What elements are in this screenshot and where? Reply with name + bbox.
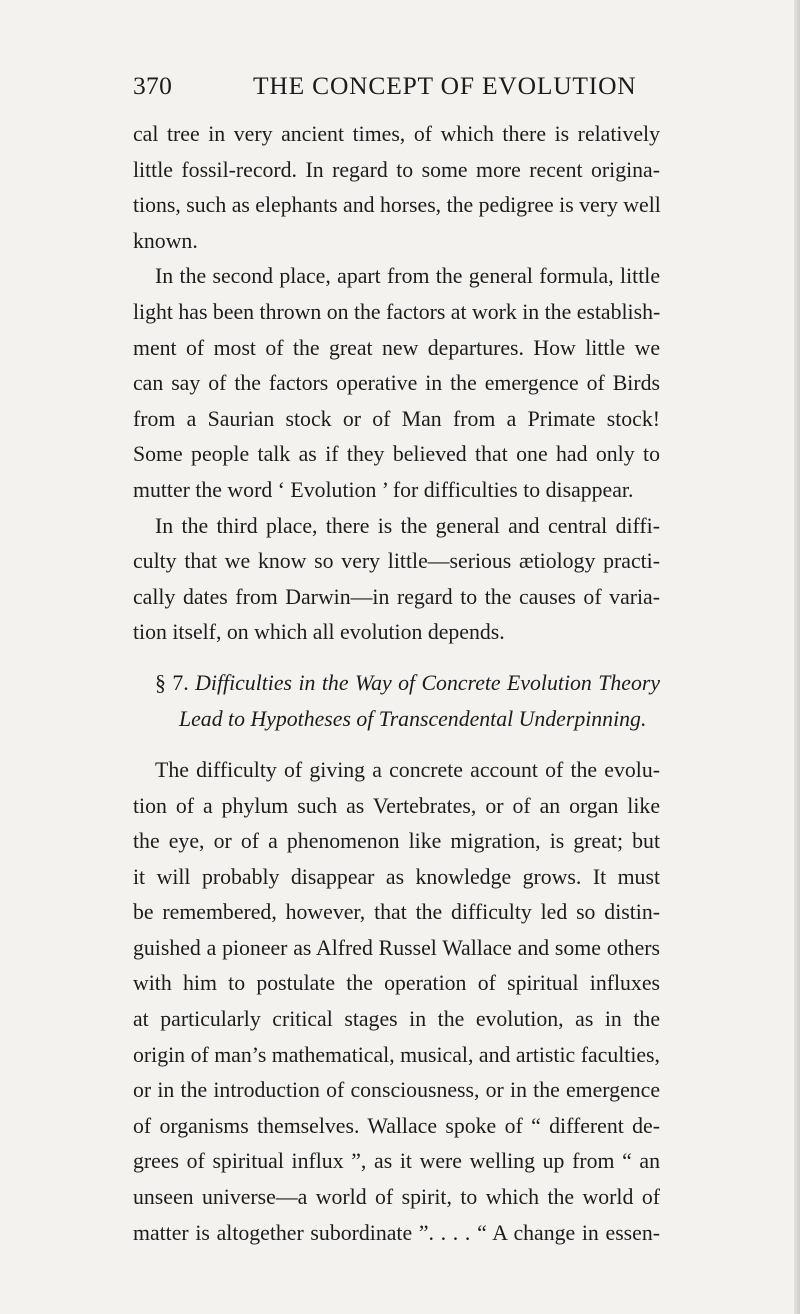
page-header: [133, 66, 673, 106]
text-line: Some people talk as if they believed that one had only to: [133, 442, 660, 467]
section-heading: [133, 665, 660, 737]
text-line: light has been thrown on the factors at work in the establish-: [133, 299, 661, 324]
text-line: The difficulty of giving a concrete account of the evolu-: [155, 757, 660, 782]
text-line: In the third place, there is the general and central diffi-: [155, 513, 660, 538]
text-line: or in the introduction of consciousness, or in the emergence: [133, 1078, 660, 1103]
text-line: guished a pioneer as Alfred Russel Wallace and some others: [133, 935, 660, 960]
text-line: In the second place, apart from the general formula, little: [155, 264, 660, 289]
page-edge: [794, 0, 800, 1314]
section-title-part: Difficulties in the Way of Concrete Evolution Theory: [195, 670, 660, 695]
text-line: of organisms themselves. Wallace spoke of “ different de-: [133, 1113, 660, 1138]
text-line: from a Saurian stock or of Man from a Primate stock!: [133, 406, 660, 431]
text-line: grees of spiritual influx ”, as it were welling up from “ an: [133, 1149, 660, 1174]
text-line: tions, such as elephants and horses, the pedigree is very well: [133, 193, 661, 218]
page-number: 370: [133, 71, 173, 100]
paragraph-third-place: [133, 509, 660, 651]
text-line: matter is altogether subordinate ”. . . . “ A change in essen-: [133, 1220, 660, 1245]
text-line: tion itself, on which all evolution depends.: [133, 620, 505, 645]
body-text: [133, 117, 660, 1251]
section-number: § 7.: [155, 670, 189, 695]
paragraph-continuation: [133, 117, 660, 259]
text-line: can say of the factors operative in the emergence of Birds: [133, 371, 660, 396]
text-line: at particularly critical stages in the evolution, as in the: [133, 1007, 660, 1032]
text-line: tion of a phylum such as Vertebrates, or of an organ like: [133, 793, 660, 818]
paragraph-second-place: [133, 259, 660, 508]
paragraph-difficulty: [133, 753, 660, 1251]
text-line: culty that we know so very little—serious ætiology practi-: [133, 549, 660, 574]
text-line: known.: [133, 228, 198, 253]
text-line: the eye, or of a phenomenon like migration, is great; but: [133, 829, 660, 854]
text-line: with him to postulate the operation of spiritual influxes: [133, 971, 660, 996]
section-heading-line: [133, 665, 660, 701]
text-line: mutter the word ‘ Evolution ’ for difficulties to disappear.: [133, 477, 634, 502]
text-line: little fossil-record. In regard to some more recent origina-: [133, 157, 660, 182]
text-line: origin of man’s mathematical, musical, and artistic faculties,: [133, 1042, 660, 1067]
section-heading-line: Lead to Hypotheses of Transcendental Underpinning.: [179, 706, 647, 731]
text-line: ment of most of the great new departures. How little we: [133, 335, 660, 360]
text-line: be remembered, however, that the difficulty led so distin-: [133, 900, 660, 925]
text-line: cal tree in very ancient times, of which there is relatively: [133, 122, 660, 146]
text-line: it will probably disappear as knowledge grows. It must: [133, 864, 660, 889]
running-title: THE CONCEPT OF EVOLUTION: [253, 71, 637, 100]
text-line: unseen universe—a world of spirit, to which the world of: [133, 1185, 660, 1210]
text-line: cally dates from Darwin—in regard to the causes of varia-: [133, 584, 660, 609]
